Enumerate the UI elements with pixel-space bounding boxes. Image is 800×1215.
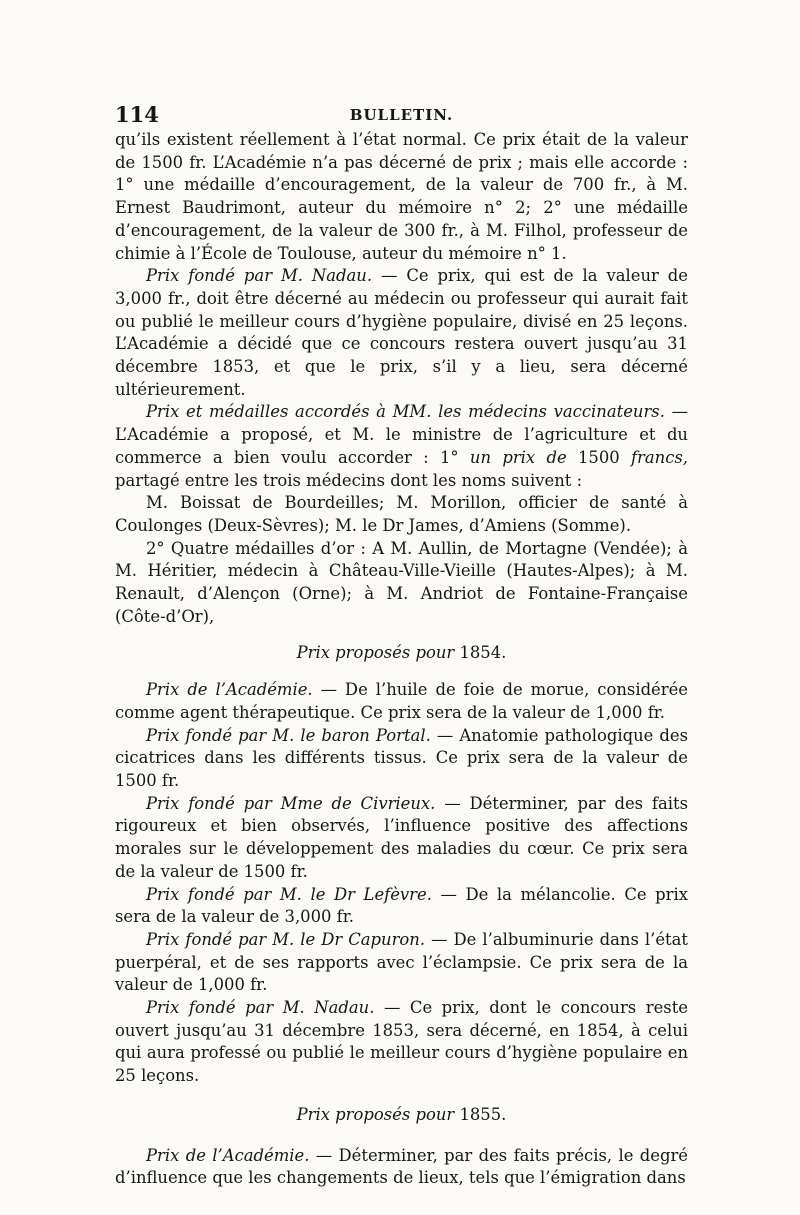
prize-entry: Prix fondé par M. le Dr Capuron. — De l’albuminurie dans l’état puerpéral, et de ses rapports avec l’éclampsie. Ce prix sera de la valeur de 1,000 fr. <box>115 929 688 995</box>
prize-entry: Prix fondé par M. Nadau. — Ce prix, dont le concours reste ouvert jusqu’au 31 décembre 1853, sera décerné, en 1854, à celui qui aura professé ou publié le meilleur cours d’hygiène populaire en 25 leçons. <box>115 998 688 1086</box>
section-heading-1855: Prix proposés pour 1855. <box>296 1104 507 1124</box>
paragraph: Prix fondé par M. Nadau. — Ce prix, qui est de la valeur de 3,000 fr., doit être décerné au médecin ou professeur qui aurait fait ou publié le meilleur cours d’hygiène populaire, divisé en 25 leçons. L’Académie a décidé que ce concours restera ouvert jusqu’au 31 décembre 1853, et que le prix, s’il y a lieu, sera décerné ultérieurement. <box>115 266 688 399</box>
page-header <box>115 102 688 128</box>
prize-entry: Prix fondé par M. le Dr Lefèvre. — De la mélancolie. Ce prix sera de la valeur de 3,000 fr. <box>115 884 688 927</box>
page-number: 114 <box>115 102 159 127</box>
paragraph: qu’ils existent réellement à l’état normal. Ce prix était de la valeur de 1500 fr. L’Académie n’a pas décerné de prix ; mais elle accorde : 1° une médaille d’encouragement, de la valeur de 700 fr., à M. Ernest Baudrimont, auteur du mémoire n° 2; 2° une médaille d’encouragement, de la valeur de 300 fr., à M. Filhol, professeur de chimie à l’École de Toulouse, auteur du mémoire n° 1. <box>115 130 688 263</box>
prize-title: Prix fondé par Mme de Civrieux. <box>146 793 436 813</box>
prize-title: Prix fondé par M. Nadau. <box>146 998 375 1018</box>
running-head: BULLETIN. <box>349 106 454 124</box>
page-body <box>115 129 688 1190</box>
paragraph: Prix et médailles accordés à MM. les médecins vaccinateurs. — L’Académie a proposé, et M. le ministre de l’agriculture et du commerce a bien voulu accorder : 1° un prix de 1500 francs, partagé entre les trois médecins dont les noms suivent : <box>115 402 689 490</box>
prize-title: Prix de l’Académie. <box>146 1145 310 1165</box>
prize-title: Prix fondé par M. le Dr Capuron. <box>146 929 426 949</box>
prize-entry: Prix fondé par Mme de Civrieux. — Déterminer, par des faits rigoureux et bien observés, l’influence positive des affections morales sur le développement des maladies du cœur. Ce prix sera de la valeur de 1500 fr. <box>115 793 688 881</box>
prize-title: Prix fondé par M. le baron Portal. <box>146 725 431 745</box>
prize-entry: Prix de l’Académie. — De l’huile de foie de morue, considérée comme agent thérapeutique. Ce prix sera de la valeur de 1,000 fr. <box>115 680 688 722</box>
prize-entry: Prix fondé par M. le baron Portal. — Anatomie pathologique des cicatrices dans les différents tissus. Ce prix sera de la valeur de 1500 fr. <box>115 725 689 790</box>
section-heading-1854: Prix proposés pour 1854. <box>296 643 507 663</box>
prize-title: Prix fondé par M. Nadau. <box>146 266 373 286</box>
prize-title: Prix et médailles accordés à MM. les médecins vaccinateurs. <box>146 402 665 422</box>
prize-title: Prix fondé par M. le Dr Lefèvre. <box>146 884 432 904</box>
paragraph: M. Boissat de Bourdeilles; M. Morillon, officier de santé à Coulonges (Deux-Sèvres); M. le Dr James, d’Amiens (Somme). <box>115 493 688 535</box>
prize-title: Prix de l’Académie. <box>146 680 313 700</box>
paragraph: 2° Quatre médailles d’or : A M. Aullin, de Mortagne (Vendée); à M. Héritier, médecin à Château-Ville-Vieille (Hautes-Alpes); à M. Renault, d’Alençon (Orne); à M. Andriot de Fontaine-Française (Côte-d’Or), <box>115 538 688 626</box>
prize-entry: Prix de l’Académie. — Déterminer, par des faits précis, le degré d’influence que les changements de lieux, tels que l’émigration dans <box>115 1145 688 1188</box>
